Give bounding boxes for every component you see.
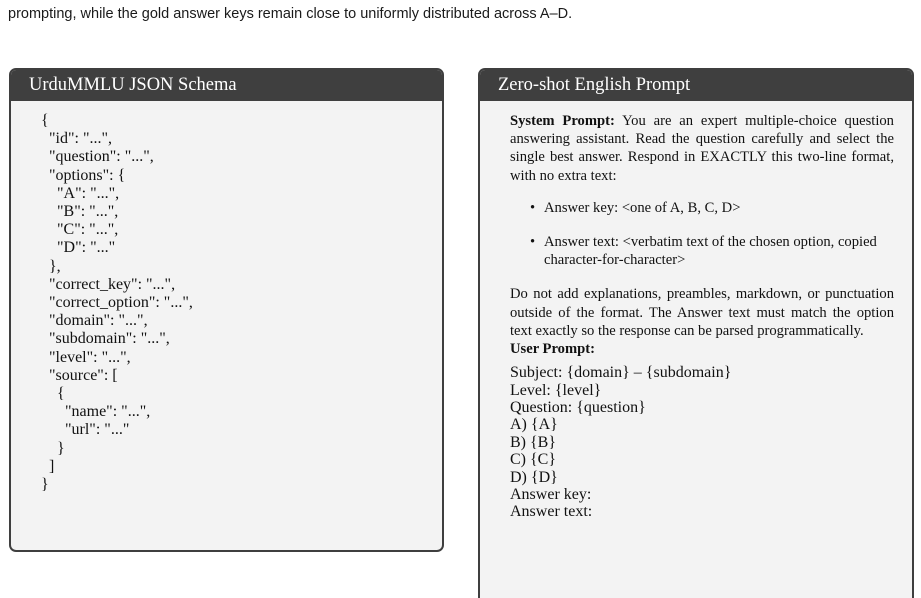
template-line: D) {D} [510, 468, 558, 486]
list-item [530, 199, 894, 217]
user-prompt-label: User Prompt: [510, 341, 595, 358]
instructions-paragraph: Do not add explanations, preambles, markdown, or punctuation outside of the format. The Answer text must match the option text exactly so the response can be parsed programmatically. [510, 286, 894, 339]
bullet-text: Answer text: <verbatim text of the chosen option, copied character-for-character> [544, 234, 877, 269]
code-line: "D": "..." [41, 239, 116, 257]
code-line: ] [41, 457, 55, 475]
code-line: "question": "...", [41, 148, 154, 166]
template-line: A) {A} [510, 416, 558, 434]
code-line: { [41, 385, 65, 403]
prompt-box-title: Zero-shot English Prompt [480, 70, 912, 101]
code-line: } [41, 476, 49, 494]
code-line: "correct_option": "...", [41, 294, 193, 312]
template-line: Level: {level} [510, 381, 602, 399]
system-prompt-label: System Prompt: [510, 113, 615, 129]
code-line: "name": "...", [41, 403, 151, 421]
json-schema-box [9, 68, 444, 552]
user-prompt-template [510, 364, 894, 521]
template-line: B) {B} [510, 433, 557, 451]
intro-paragraph: prompting, while the gold answer keys remain close to uniformly distributed across A–D. [8, 6, 573, 22]
template-line: Answer text: [510, 503, 593, 521]
code-line: "C": "...", [41, 221, 119, 239]
code-line: "source": [ [41, 366, 118, 384]
bullet-text: Answer key: <one of A, B, C, D> [544, 199, 741, 216]
code-line: "B": "...", [41, 203, 119, 221]
json-schema-code [11, 101, 442, 494]
code-line: "level": "...", [41, 348, 131, 366]
system-prompt-paragraph [510, 112, 894, 185]
code-line: "A": "...", [41, 184, 120, 202]
code-line: { [41, 112, 49, 129]
code-line: }, [41, 257, 61, 275]
template-line: Question: {question} [510, 399, 646, 417]
code-line: "subdomain": "...", [41, 330, 170, 348]
format-bullet-list [510, 199, 894, 270]
template-line: Subject: {domain} – {subdomain} [510, 364, 732, 382]
prompt-box [478, 68, 914, 598]
list-item [530, 233, 894, 269]
system-prompt-text: You are an expert multiple-choice question answering assistant. Read the question carefully and select the single best answer. Respond in EXACTLY this two-line format, with no extra text: [510, 113, 894, 184]
code-line: "url": "..." [41, 421, 130, 439]
code-line: "options": { [41, 166, 126, 184]
json-schema-box-title: UrduMMLU JSON Schema [11, 70, 442, 101]
prompt-body [480, 101, 912, 521]
code-line: "correct_key": "...", [41, 275, 176, 293]
code-line: "id": "...", [41, 130, 113, 148]
template-line: Answer key: [510, 486, 592, 504]
code-line: } [41, 439, 65, 457]
bullet-icon: • [530, 234, 536, 251]
bullet-icon: • [530, 199, 536, 216]
code-line: "domain": "...", [41, 312, 148, 330]
template-line: C) {C} [510, 451, 557, 469]
